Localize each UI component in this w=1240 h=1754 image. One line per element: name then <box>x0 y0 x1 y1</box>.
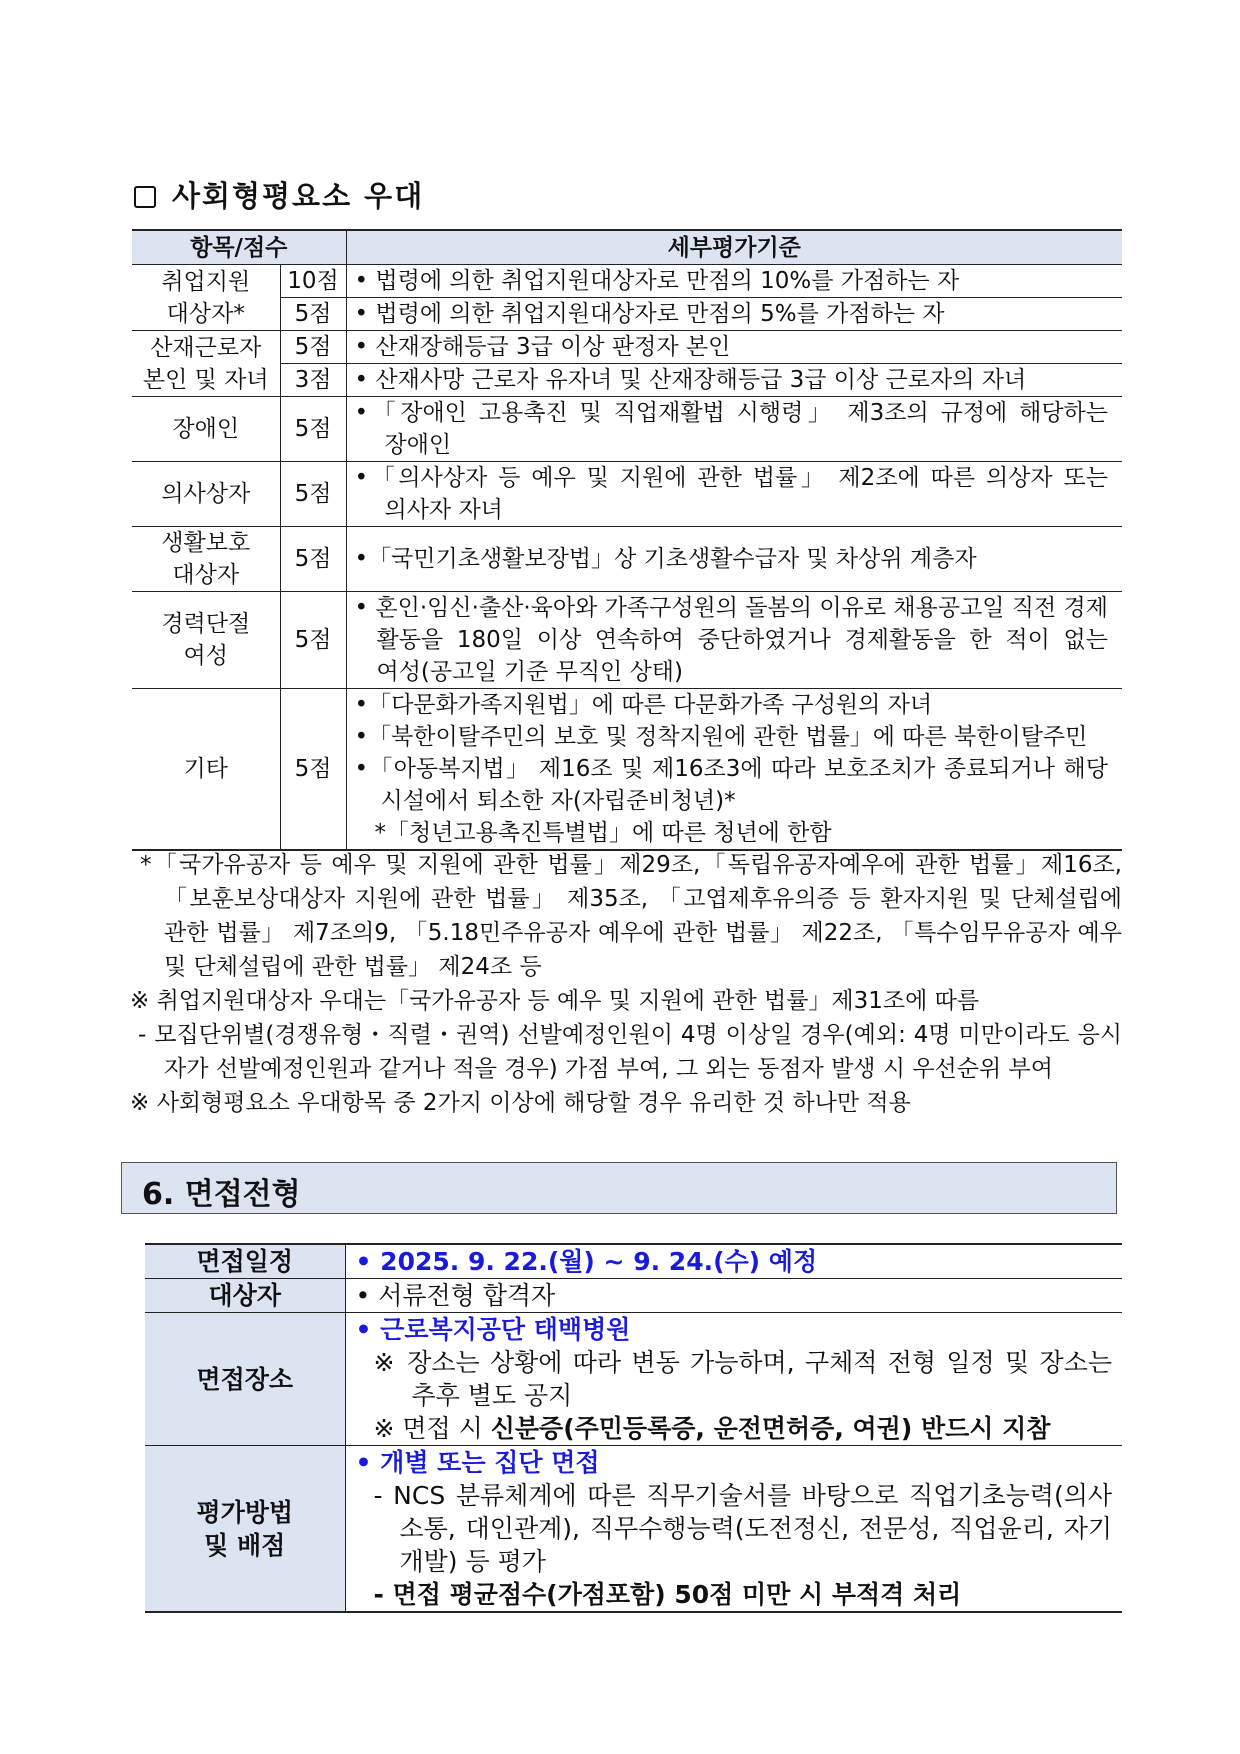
criteria-line: 여성(공고일 기준 무직인 상태) <box>376 659 683 685</box>
interview-table <box>145 1243 1122 1613</box>
id-required-note: 신분증(주민등록증, 운전면허증, 여권) 반드시 지참 <box>490 1414 1051 1443</box>
category-label: 본인 및 자녀 <box>142 366 269 393</box>
category-cell <box>132 527 280 592</box>
eval-detail: 개발) 등 평가 <box>399 1547 546 1576</box>
target-label: 대상자 <box>145 1279 345 1313</box>
table-row <box>145 1279 1122 1313</box>
place-note: ※ 장소는 상황에 따라 변동 가능하며, 구체적 전형 일정 및 장소는 <box>373 1348 1112 1377</box>
table-row <box>145 1244 1122 1279</box>
place-note: 추후 별도 공지 <box>411 1381 573 1410</box>
note-line: 자가 선발예정인원과 같거나 적을 경우) 가점 부여, 그 외는 동점자 발생 시 우선순위 부여 <box>164 1056 1053 1082</box>
eval-detail: - NCS 분류체계에 따른 직무기술서를 바탕으로 직업기초능력(의사 <box>373 1481 1112 1510</box>
target-text: • 서류전형 합격자 <box>355 1281 556 1310</box>
table-row <box>132 397 1122 462</box>
points-cell: 5점 <box>280 527 346 592</box>
section-6-header <box>121 1162 1117 1214</box>
note-line: ※ 취업지원대상자 우대는「국가유공자 등 예우 및 지원에 관한 법률」제31조에 따름 <box>130 988 980 1014</box>
criteria-cell <box>346 592 1122 689</box>
note-line: ※ 사회형평요소 우대항목 중 2가지 이상에 해당할 경우 유리한 것 하나만 적용 <box>130 1090 911 1116</box>
eval-text: • 개별 또는 집단 면접 <box>355 1448 600 1477</box>
checkbox-square-icon <box>134 186 156 208</box>
schedule-text: • 2025. 9. 22.(월) ~ 9. 24.(수) 예정 <box>355 1247 818 1276</box>
section-6-title: 6. 면접전형 <box>142 1177 301 1212</box>
criteria-line: 장애인 <box>384 432 452 458</box>
criteria-cell <box>346 689 1122 851</box>
category-cell: 장애인 <box>132 397 280 462</box>
criteria-cell <box>346 462 1122 527</box>
criteria-line: • 혼인·임신·출산·육아와 가족구성원의 돌봄의 이유로 채용공고일 직전 경제 <box>354 595 1108 621</box>
schedule-label: 면접일정 <box>145 1244 345 1279</box>
criteria-line: 시설에서 퇴소한 자(자립준비청년)* <box>380 788 736 814</box>
header-category: 항목/점수 <box>132 230 346 265</box>
points-cell: 5점 <box>280 298 346 331</box>
table-header-row <box>132 230 1122 265</box>
criteria-line: *「청년고용촉진특별법」에 따른 청년에 한함 <box>374 820 832 846</box>
place-text: • 근로복지공단 태백병원 <box>355 1315 631 1344</box>
points-cell: 5점 <box>280 397 346 462</box>
target-value <box>345 1279 1122 1313</box>
points-cell: 5점 <box>280 331 346 364</box>
eval-value <box>345 1446 1122 1613</box>
category-label: 생활보호 <box>161 530 251 556</box>
criteria-cell: • 법령에 의한 취업지원대상자로 만점의 10%를 가점하는 자 <box>346 265 1122 298</box>
table-row <box>132 298 1122 331</box>
eval-detail: - 면접 평균점수(가점포함) 50점 미만 시 부적격 처리 <box>373 1580 962 1609</box>
table-row <box>132 689 1122 851</box>
criteria-line: •「아동복지법」 제16조 및 제16조3에 따라 보호조치가 종료되거나 해당 <box>354 756 1108 782</box>
category-cell <box>132 265 280 331</box>
category-cell: 기타 <box>132 689 280 851</box>
points-cell: 10점 <box>280 265 346 298</box>
criteria-cell <box>346 397 1122 462</box>
category-label: 여성 <box>183 643 228 669</box>
eval-detail: 소통, 대인관계), 직무수행능력(도전정신, 전문성, 직업윤리, 자기 <box>399 1514 1112 1543</box>
preference-table <box>132 229 1122 851</box>
category-label: 대상자* <box>166 300 245 327</box>
note-line: 및 단체설립에 관한 법률」 제24조 등 <box>164 954 542 980</box>
schedule-value <box>345 1244 1122 1279</box>
section-title-text: 사회형평요소 우대 <box>172 179 425 213</box>
note-line: 관한 법률」 제7조의9, 「5.18민주유공자 예우에 관한 법률」 제22조, 「특수임무유공자 예우 <box>164 920 1122 946</box>
criteria-cell: • 산재사망 근로자 유자녀 및 산재장해등급 3급 이상 근로자의 자녀 <box>346 364 1122 397</box>
table-row <box>132 364 1122 397</box>
criteria-line: •「북한이탈주민의 보호 및 정착지원에 관한 법률」에 따른 북한이탈주민 <box>354 724 1088 750</box>
section-title <box>134 174 424 215</box>
eval-label <box>145 1446 345 1613</box>
notes-block <box>130 848 1122 1120</box>
eval-label-line: 평가방법 <box>196 1497 294 1527</box>
criteria-line: 의사자 자녀 <box>384 497 503 523</box>
note-line: 「보훈보상대상자 지원에 관한 법률」 제35조, 「고엽제후유의증 등 환자지원 및 단체설립에 <box>164 886 1122 912</box>
table-row <box>132 265 1122 298</box>
criteria-cell <box>346 527 1122 592</box>
category-cell <box>132 592 280 689</box>
category-label: 대상자 <box>172 562 240 588</box>
category-label: 산재근로자 <box>150 334 262 361</box>
criteria-line: •「다문화가족지원법」에 따른 다문화가족 구성원의 자녀 <box>354 692 933 718</box>
category-label: 취업지원 <box>161 268 251 295</box>
points-cell: 5점 <box>280 462 346 527</box>
note-line: *「국가유공자 등 예우 및 지원에 관한 법률」제29조,「독립유공자예우에 관한 법률」제16조, <box>140 852 1122 878</box>
eval-label-line: 및 배점 <box>204 1530 286 1560</box>
table-row <box>145 1313 1122 1446</box>
criteria-cell: • 산재장해등급 3급 이상 판정자 본인 <box>346 331 1122 364</box>
table-row <box>132 462 1122 527</box>
header-criteria: 세부평가기준 <box>346 230 1122 265</box>
category-label: 경력단절 <box>161 611 251 637</box>
criteria-line: •「국민기초생활보장법」상 기초생활수급자 및 차상위 계층자 <box>354 546 977 572</box>
place-label: 면접장소 <box>145 1313 345 1446</box>
points-cell: 5점 <box>280 592 346 689</box>
table-row <box>132 527 1122 592</box>
place-note-prefix: ※ 면접 시 <box>373 1414 491 1443</box>
category-cell <box>132 331 280 397</box>
category-cell: 의사상자 <box>132 462 280 527</box>
criteria-line: •「의사상자 등 예우 및 지원에 관한 법률」 제2조에 따른 의상자 또는 <box>354 465 1108 491</box>
note-line: - 모집단위별(경쟁유형・직렬・권역) 선발예정인원이 4명 이상일 경우(예외: 4명 미만이라도 응시 <box>138 1022 1122 1048</box>
points-cell: 3점 <box>280 364 346 397</box>
place-note <box>356 1412 1113 1445</box>
criteria-line: •「장애인 고용촉진 및 직업재활법 시행령」 제3조의 규정에 해당하는 <box>354 400 1108 426</box>
place-value <box>345 1313 1122 1446</box>
table-row <box>145 1446 1122 1613</box>
table-row <box>132 592 1122 689</box>
points-cell: 5점 <box>280 689 346 851</box>
criteria-cell: • 법령에 의한 취업지원대상자로 만점의 5%를 가점하는 자 <box>346 298 1122 331</box>
criteria-line: 활동을 180일 이상 연속하여 중단하였거나 경제활동을 한 적이 없는 <box>376 627 1108 653</box>
table-row <box>132 331 1122 364</box>
